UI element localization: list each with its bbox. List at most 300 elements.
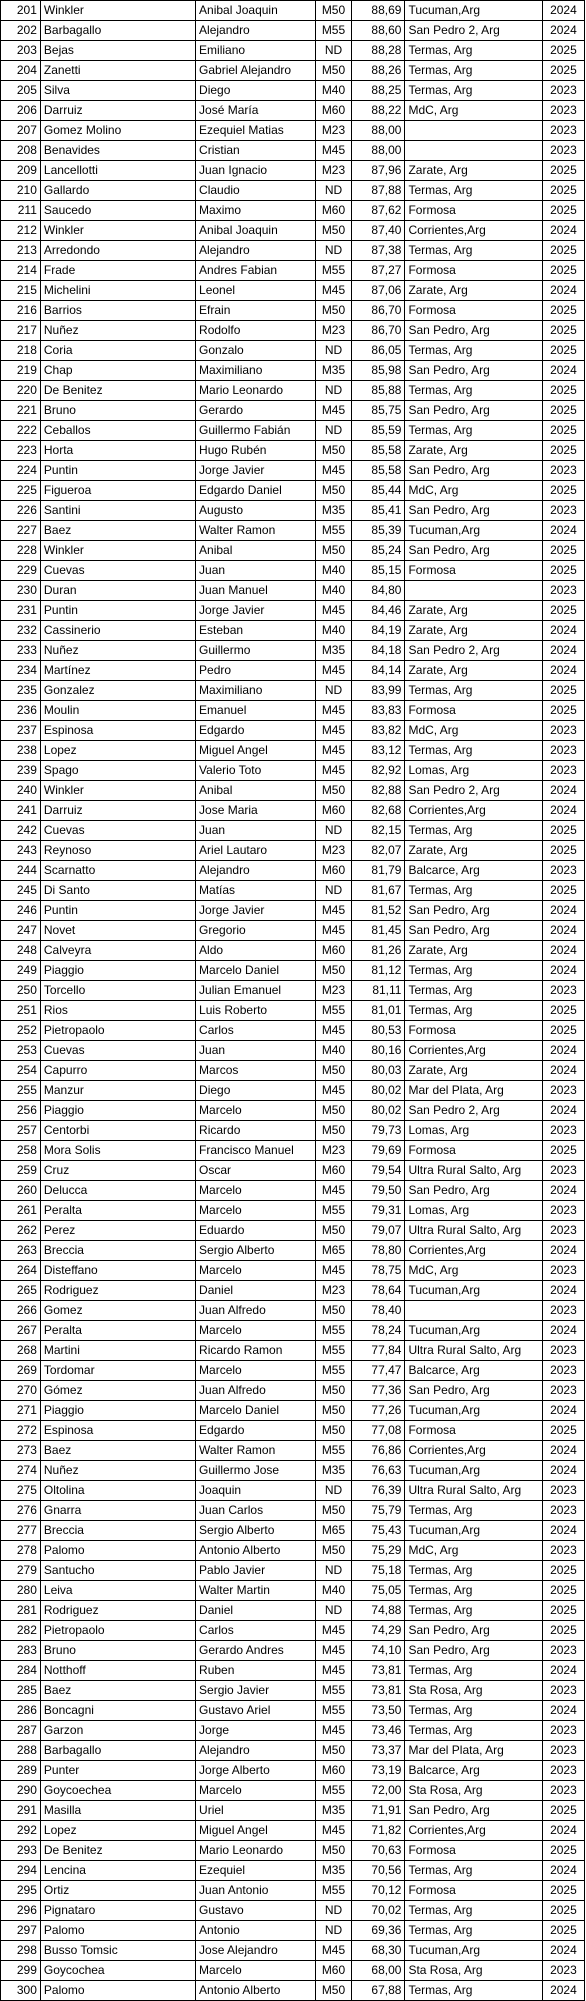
rank-cell[interactable]: 217 [1,321,41,341]
year-cell[interactable]: 2023 [542,1221,584,1241]
location-cell[interactable] [405,1301,542,1321]
score-cell[interactable]: 81,26 [352,941,405,961]
surname-cell[interactable]: Baez [40,1681,195,1701]
rank-cell[interactable]: 212 [1,221,41,241]
rank-cell[interactable]: 265 [1,1281,41,1301]
year-cell[interactable]: 2023 [542,101,584,121]
category-cell[interactable]: M35 [315,361,352,381]
surname-cell[interactable]: Cuevas [40,561,195,581]
surname-cell[interactable]: Mora Solis [40,1141,195,1161]
location-cell[interactable]: Corrientes,Arg [405,801,542,821]
location-cell[interactable]: Formosa [405,261,542,281]
first-name-cell[interactable]: Diego [196,1081,316,1101]
category-cell[interactable]: M45 [315,141,352,161]
rank-cell[interactable]: 285 [1,1681,41,1701]
score-cell[interactable]: 79,07 [352,1221,405,1241]
year-cell[interactable]: 2023 [542,501,584,521]
first-name-cell[interactable]: Antonio Alberto [196,1541,316,1561]
first-name-cell[interactable]: Marcelo [196,1961,316,1981]
category-cell[interactable]: M50 [315,1301,352,1321]
category-cell[interactable]: M60 [315,861,352,881]
year-cell[interactable]: 2024 [542,1061,584,1081]
score-cell[interactable]: 84,46 [352,601,405,621]
location-cell[interactable]: Zarate, Arg [405,441,542,461]
first-name-cell[interactable]: Juan Ignacio [196,161,316,181]
rank-cell[interactable]: 278 [1,1541,41,1561]
score-cell[interactable]: 75,18 [352,1561,405,1581]
rank-cell[interactable]: 294 [1,1861,41,1881]
rank-cell[interactable]: 283 [1,1641,41,1661]
surname-cell[interactable]: Calveyra [40,941,195,961]
rank-cell[interactable]: 268 [1,1341,41,1361]
category-cell[interactable]: M50 [315,61,352,81]
surname-cell[interactable]: Barrios [40,301,195,321]
surname-cell[interactable]: Torcello [40,981,195,1001]
score-cell[interactable]: 75,43 [352,1521,405,1541]
first-name-cell[interactable]: Hugo Rubén [196,441,316,461]
rank-cell[interactable]: 263 [1,1241,41,1261]
category-cell[interactable]: M50 [315,1,352,21]
location-cell[interactable]: Sta Rosa, Arg [405,1681,542,1701]
first-name-cell[interactable]: Valerio Toto [196,761,316,781]
category-cell[interactable]: ND [315,1601,352,1621]
location-cell[interactable]: Lomas, Arg [405,1121,542,1141]
category-cell[interactable]: M60 [315,941,352,961]
rank-cell[interactable]: 297 [1,1921,41,1941]
first-name-cell[interactable]: Oscar [196,1161,316,1181]
location-cell[interactable]: Ultra Rural Salto, Arg [405,1161,542,1181]
year-cell[interactable]: 2025 [542,1561,584,1581]
location-cell[interactable]: Lomas, Arg [405,1201,542,1221]
rank-cell[interactable]: 220 [1,381,41,401]
category-cell[interactable]: ND [315,1561,352,1581]
score-cell[interactable]: 83,99 [352,681,405,701]
rank-cell[interactable]: 207 [1,121,41,141]
score-cell[interactable]: 85,88 [352,381,405,401]
year-cell[interactable]: 2025 [542,681,584,701]
category-cell[interactable]: M50 [315,1381,352,1401]
rank-cell[interactable]: 257 [1,1121,41,1141]
location-cell[interactable]: Termas, Arg [405,741,542,761]
score-cell[interactable]: 73,81 [352,1681,405,1701]
year-cell[interactable]: 2023 [542,1261,584,1281]
year-cell[interactable]: 2025 [542,181,584,201]
first-name-cell[interactable]: Marcelo [196,1781,316,1801]
year-cell[interactable]: 2025 [542,241,584,261]
year-cell[interactable]: 2024 [542,1981,584,2001]
location-cell[interactable]: San Pedro, Arg [405,1621,542,1641]
score-cell[interactable]: 75,79 [352,1501,405,1521]
score-cell[interactable]: 69,36 [352,1921,405,1941]
score-cell[interactable]: 84,80 [352,581,405,601]
surname-cell[interactable]: Bruno [40,401,195,421]
surname-cell[interactable]: Delucca [40,1181,195,1201]
first-name-cell[interactable]: Juan Alfredo [196,1301,316,1321]
year-cell[interactable]: 2023 [542,1961,584,1981]
surname-cell[interactable]: Gomez [40,1301,195,1321]
surname-cell[interactable]: Cruz [40,1161,195,1181]
year-cell[interactable]: 2024 [542,281,584,301]
year-cell[interactable]: 2025 [542,321,584,341]
year-cell[interactable]: 2023 [542,1681,584,1701]
first-name-cell[interactable]: Walter Martin [196,1581,316,1601]
rank-cell[interactable]: 231 [1,601,41,621]
score-cell[interactable]: 88,00 [352,121,405,141]
year-cell[interactable]: 2024 [542,1701,584,1721]
location-cell[interactable]: Termas, Arg [405,1501,542,1521]
first-name-cell[interactable]: Gregorio [196,921,316,941]
category-cell[interactable]: M40 [315,1581,352,1601]
score-cell[interactable]: 77,47 [352,1361,405,1381]
first-name-cell[interactable]: Carlos [196,1021,316,1041]
first-name-cell[interactable]: Mario Leonardo [196,1841,316,1861]
surname-cell[interactable]: Gallardo [40,181,195,201]
rank-cell[interactable]: 274 [1,1461,41,1481]
category-cell[interactable]: M40 [315,561,352,581]
surname-cell[interactable]: Chap [40,361,195,381]
score-cell[interactable]: 85,75 [352,401,405,421]
year-cell[interactable]: 2024 [542,1321,584,1341]
score-cell[interactable]: 85,44 [352,481,405,501]
first-name-cell[interactable]: Juan [196,561,316,581]
first-name-cell[interactable]: Jorge Alberto [196,1761,316,1781]
year-cell[interactable]: 2025 [542,821,584,841]
rank-cell[interactable]: 258 [1,1141,41,1161]
location-cell[interactable]: Tucuman,Arg [405,1,542,21]
score-cell[interactable]: 87,96 [352,161,405,181]
category-cell[interactable]: M45 [315,921,352,941]
category-cell[interactable]: M45 [315,1941,352,1961]
category-cell[interactable]: ND [315,241,352,261]
location-cell[interactable]: Zarate, Arg [405,621,542,641]
rank-cell[interactable]: 259 [1,1161,41,1181]
category-cell[interactable]: M45 [315,1621,352,1641]
year-cell[interactable]: 2024 [542,1181,584,1201]
score-cell[interactable]: 85,58 [352,461,405,481]
surname-cell[interactable]: Gnarra [40,1501,195,1521]
score-cell[interactable]: 72,00 [352,1781,405,1801]
category-cell[interactable]: M50 [315,1101,352,1121]
surname-cell[interactable]: Martínez [40,661,195,681]
surname-cell[interactable]: Gómez [40,1381,195,1401]
score-cell[interactable]: 84,18 [352,641,405,661]
year-cell[interactable]: 2024 [542,1941,584,1961]
score-cell[interactable]: 76,39 [352,1481,405,1501]
first-name-cell[interactable]: Miguel Angel [196,741,316,761]
score-cell[interactable]: 76,63 [352,1461,405,1481]
surname-cell[interactable]: Baez [40,1441,195,1461]
rank-cell[interactable]: 242 [1,821,41,841]
score-cell[interactable]: 84,19 [352,621,405,641]
surname-cell[interactable]: Winkler [40,1,195,21]
year-cell[interactable]: 2025 [542,701,584,721]
rank-cell[interactable]: 253 [1,1041,41,1061]
first-name-cell[interactable]: Anibal [196,781,316,801]
score-cell[interactable]: 82,07 [352,841,405,861]
first-name-cell[interactable]: Maximiliano [196,361,316,381]
rank-cell[interactable]: 201 [1,1,41,21]
location-cell[interactable]: Termas, Arg [405,81,542,101]
score-cell[interactable]: 75,05 [352,1581,405,1601]
rank-cell[interactable]: 292 [1,1821,41,1841]
first-name-cell[interactable]: Marcelo [196,1101,316,1121]
score-cell[interactable]: 74,29 [352,1621,405,1641]
rank-cell[interactable]: 244 [1,861,41,881]
score-cell[interactable]: 82,15 [352,821,405,841]
first-name-cell[interactable]: Pedro [196,661,316,681]
year-cell[interactable]: 2023 [542,1641,584,1661]
category-cell[interactable]: ND [315,681,352,701]
first-name-cell[interactable]: Marcelo [196,1361,316,1381]
rank-cell[interactable]: 289 [1,1761,41,1781]
score-cell[interactable]: 70,63 [352,1841,405,1861]
location-cell[interactable]: Tucuman,Arg [405,521,542,541]
score-cell[interactable]: 70,12 [352,1881,405,1901]
rank-cell[interactable]: 254 [1,1061,41,1081]
surname-cell[interactable]: Leiva [40,1581,195,1601]
surname-cell[interactable]: Winkler [40,781,195,801]
rank-cell[interactable]: 256 [1,1101,41,1121]
location-cell[interactable]: Corrientes,Arg [405,221,542,241]
first-name-cell[interactable]: Gerardo [196,401,316,421]
surname-cell[interactable]: Palomo [40,1921,195,1941]
location-cell[interactable]: Ultra Rural Salto, Arg [405,1481,542,1501]
location-cell[interactable]: Formosa [405,561,542,581]
score-cell[interactable]: 85,98 [352,361,405,381]
location-cell[interactable]: Termas, Arg [405,61,542,81]
location-cell[interactable]: San Pedro, Arg [405,541,542,561]
first-name-cell[interactable]: José María [196,101,316,121]
score-cell[interactable]: 75,29 [352,1541,405,1561]
first-name-cell[interactable]: Marcelo Daniel [196,1401,316,1421]
category-cell[interactable]: M45 [315,741,352,761]
first-name-cell[interactable]: Walter Ramon [196,521,316,541]
first-name-cell[interactable]: Jorge Javier [196,601,316,621]
location-cell[interactable]: Termas, Arg [405,1701,542,1721]
surname-cell[interactable]: Piaggio [40,1101,195,1121]
category-cell[interactable]: M50 [315,1221,352,1241]
rank-cell[interactable]: 234 [1,661,41,681]
surname-cell[interactable]: Peralta [40,1201,195,1221]
surname-cell[interactable]: Martini [40,1341,195,1361]
year-cell[interactable]: 2024 [542,1861,584,1881]
first-name-cell[interactable]: Alejandro [196,861,316,881]
score-cell[interactable]: 81,11 [352,981,405,1001]
score-cell[interactable]: 77,26 [352,1401,405,1421]
first-name-cell[interactable]: Juan Alfredo [196,1381,316,1401]
rank-cell[interactable]: 202 [1,21,41,41]
category-cell[interactable]: M35 [315,1801,352,1821]
location-cell[interactable]: Formosa [405,1421,542,1441]
surname-cell[interactable]: Busso Tomsic [40,1941,195,1961]
score-cell[interactable]: 79,31 [352,1201,405,1221]
category-cell[interactable]: M40 [315,621,352,641]
surname-cell[interactable]: Rodriguez [40,1281,195,1301]
category-cell[interactable]: ND [315,421,352,441]
rank-cell[interactable]: 269 [1,1361,41,1381]
category-cell[interactable]: ND [315,1481,352,1501]
category-cell[interactable]: M23 [315,1141,352,1161]
score-cell[interactable]: 78,75 [352,1261,405,1281]
score-cell[interactable]: 81,12 [352,961,405,981]
score-cell[interactable]: 78,64 [352,1281,405,1301]
year-cell[interactable]: 2023 [542,121,584,141]
surname-cell[interactable]: Benavides [40,141,195,161]
year-cell[interactable]: 2025 [542,1581,584,1601]
score-cell[interactable]: 80,02 [352,1081,405,1101]
surname-cell[interactable]: Zanetti [40,61,195,81]
category-cell[interactable]: ND [315,881,352,901]
category-cell[interactable]: M60 [315,1161,352,1181]
year-cell[interactable]: 2023 [542,861,584,881]
surname-cell[interactable]: Palomo [40,1541,195,1561]
location-cell[interactable]: Formosa [405,1141,542,1161]
surname-cell[interactable]: Palomo [40,1981,195,2001]
surname-cell[interactable]: Lopez [40,741,195,761]
first-name-cell[interactable]: Maximo [196,201,316,221]
category-cell[interactable]: M50 [315,301,352,321]
first-name-cell[interactable]: Marcelo [196,1181,316,1201]
category-cell[interactable]: ND [315,341,352,361]
category-cell[interactable]: M50 [315,1421,352,1441]
first-name-cell[interactable]: Rodolfo [196,321,316,341]
year-cell[interactable]: 2025 [542,401,584,421]
year-cell[interactable]: 2025 [542,881,584,901]
location-cell[interactable]: Termas, Arg [405,1901,542,1921]
category-cell[interactable]: ND [315,1921,352,1941]
first-name-cell[interactable]: Andres Fabian [196,261,316,281]
score-cell[interactable]: 83,12 [352,741,405,761]
location-cell[interactable]: San Pedro 2, Arg [405,1101,542,1121]
score-cell[interactable]: 86,05 [352,341,405,361]
rank-cell[interactable]: 248 [1,941,41,961]
first-name-cell[interactable]: Juan Manuel [196,581,316,601]
first-name-cell[interactable]: Edgardo [196,1421,316,1441]
rank-cell[interactable]: 279 [1,1561,41,1581]
year-cell[interactable]: 2025 [542,41,584,61]
surname-cell[interactable]: Lopez [40,1821,195,1841]
rank-cell[interactable]: 250 [1,981,41,1001]
category-cell[interactable]: M55 [315,1341,352,1361]
year-cell[interactable]: 2024 [542,621,584,641]
year-cell[interactable]: 2025 [542,841,584,861]
first-name-cell[interactable]: Alejandro [196,21,316,41]
year-cell[interactable]: 2023 [542,1081,584,1101]
score-cell[interactable]: 85,39 [352,521,405,541]
score-cell[interactable]: 85,24 [352,541,405,561]
category-cell[interactable]: M50 [315,961,352,981]
rank-cell[interactable]: 298 [1,1941,41,1961]
rank-cell[interactable]: 206 [1,101,41,121]
surname-cell[interactable]: Gomez Molino [40,121,195,141]
rank-cell[interactable]: 211 [1,201,41,221]
rank-cell[interactable]: 290 [1,1781,41,1801]
year-cell[interactable]: 2025 [542,201,584,221]
location-cell[interactable]: San Pedro, Arg [405,401,542,421]
category-cell[interactable]: M55 [315,1361,352,1381]
first-name-cell[interactable]: Jorge Javier [196,901,316,921]
rank-cell[interactable]: 219 [1,361,41,381]
score-cell[interactable]: 74,10 [352,1641,405,1661]
surname-cell[interactable]: De Benitez [40,381,195,401]
category-cell[interactable]: M23 [315,981,352,1001]
score-cell[interactable]: 74,88 [352,1601,405,1621]
surname-cell[interactable]: Rodriguez [40,1601,195,1621]
first-name-cell[interactable]: Gerardo Andres [196,1641,316,1661]
rank-cell[interactable]: 251 [1,1001,41,1021]
score-cell[interactable]: 73,37 [352,1741,405,1761]
location-cell[interactable]: San Pedro, Arg [405,1801,542,1821]
surname-cell[interactable]: Di Santo [40,881,195,901]
first-name-cell[interactable]: Sergio Alberto [196,1521,316,1541]
category-cell[interactable]: M50 [315,1841,352,1861]
score-cell[interactable]: 87,40 [352,221,405,241]
location-cell[interactable]: Ultra Rural Salto, Arg [405,1341,542,1361]
year-cell[interactable]: 2023 [542,981,584,1001]
first-name-cell[interactable]: Jose Maria [196,801,316,821]
first-name-cell[interactable]: Juan [196,821,316,841]
year-cell[interactable]: 2025 [542,1901,584,1921]
first-name-cell[interactable]: Efrain [196,301,316,321]
year-cell[interactable]: 2025 [542,1881,584,1901]
year-cell[interactable]: 2025 [542,541,584,561]
surname-cell[interactable]: Cuevas [40,1041,195,1061]
rank-cell[interactable]: 237 [1,721,41,741]
category-cell[interactable]: M50 [315,1741,352,1761]
rank-cell[interactable]: 281 [1,1601,41,1621]
score-cell[interactable]: 82,92 [352,761,405,781]
category-cell[interactable]: M55 [315,1441,352,1461]
category-cell[interactable]: M55 [315,1781,352,1801]
surname-cell[interactable]: Lancellotti [40,161,195,181]
location-cell[interactable]: Termas, Arg [405,1861,542,1881]
score-cell[interactable]: 79,50 [352,1181,405,1201]
year-cell[interactable]: 2023 [542,1381,584,1401]
location-cell[interactable]: Zarate, Arg [405,161,542,181]
category-cell[interactable]: M35 [315,1461,352,1481]
score-cell[interactable]: 85,41 [352,501,405,521]
surname-cell[interactable]: Garzon [40,1721,195,1741]
first-name-cell[interactable]: Guillermo [196,641,316,661]
location-cell[interactable]: MdC, Arg [405,721,542,741]
surname-cell[interactable]: Breccia [40,1521,195,1541]
location-cell[interactable]: San Pedro 2, Arg [405,21,542,41]
category-cell[interactable]: M45 [315,701,352,721]
first-name-cell[interactable]: Guillermo Jose [196,1461,316,1481]
location-cell[interactable]: Sta Rosa, Arg [405,1781,542,1801]
rank-cell[interactable]: 291 [1,1801,41,1821]
surname-cell[interactable]: Masilla [40,1801,195,1821]
first-name-cell[interactable]: Ezequiel Matias [196,121,316,141]
score-cell[interactable]: 73,46 [352,1721,405,1741]
first-name-cell[interactable]: Augusto [196,501,316,521]
score-cell[interactable]: 67,88 [352,1981,405,2001]
surname-cell[interactable]: Ortiz [40,1881,195,1901]
first-name-cell[interactable]: Daniel [196,1601,316,1621]
rank-cell[interactable]: 284 [1,1661,41,1681]
location-cell[interactable]: Termas, Arg [405,181,542,201]
year-cell[interactable]: 2024 [542,1241,584,1261]
location-cell[interactable]: Formosa [405,701,542,721]
surname-cell[interactable]: Boncagni [40,1701,195,1721]
category-cell[interactable]: M45 [315,1661,352,1681]
location-cell[interactable]: Termas, Arg [405,681,542,701]
category-cell[interactable]: M50 [315,1981,352,2001]
category-cell[interactable]: M55 [315,1321,352,1341]
year-cell[interactable]: 2025 [542,421,584,441]
rank-cell[interactable]: 223 [1,441,41,461]
surname-cell[interactable]: Darruiz [40,801,195,821]
